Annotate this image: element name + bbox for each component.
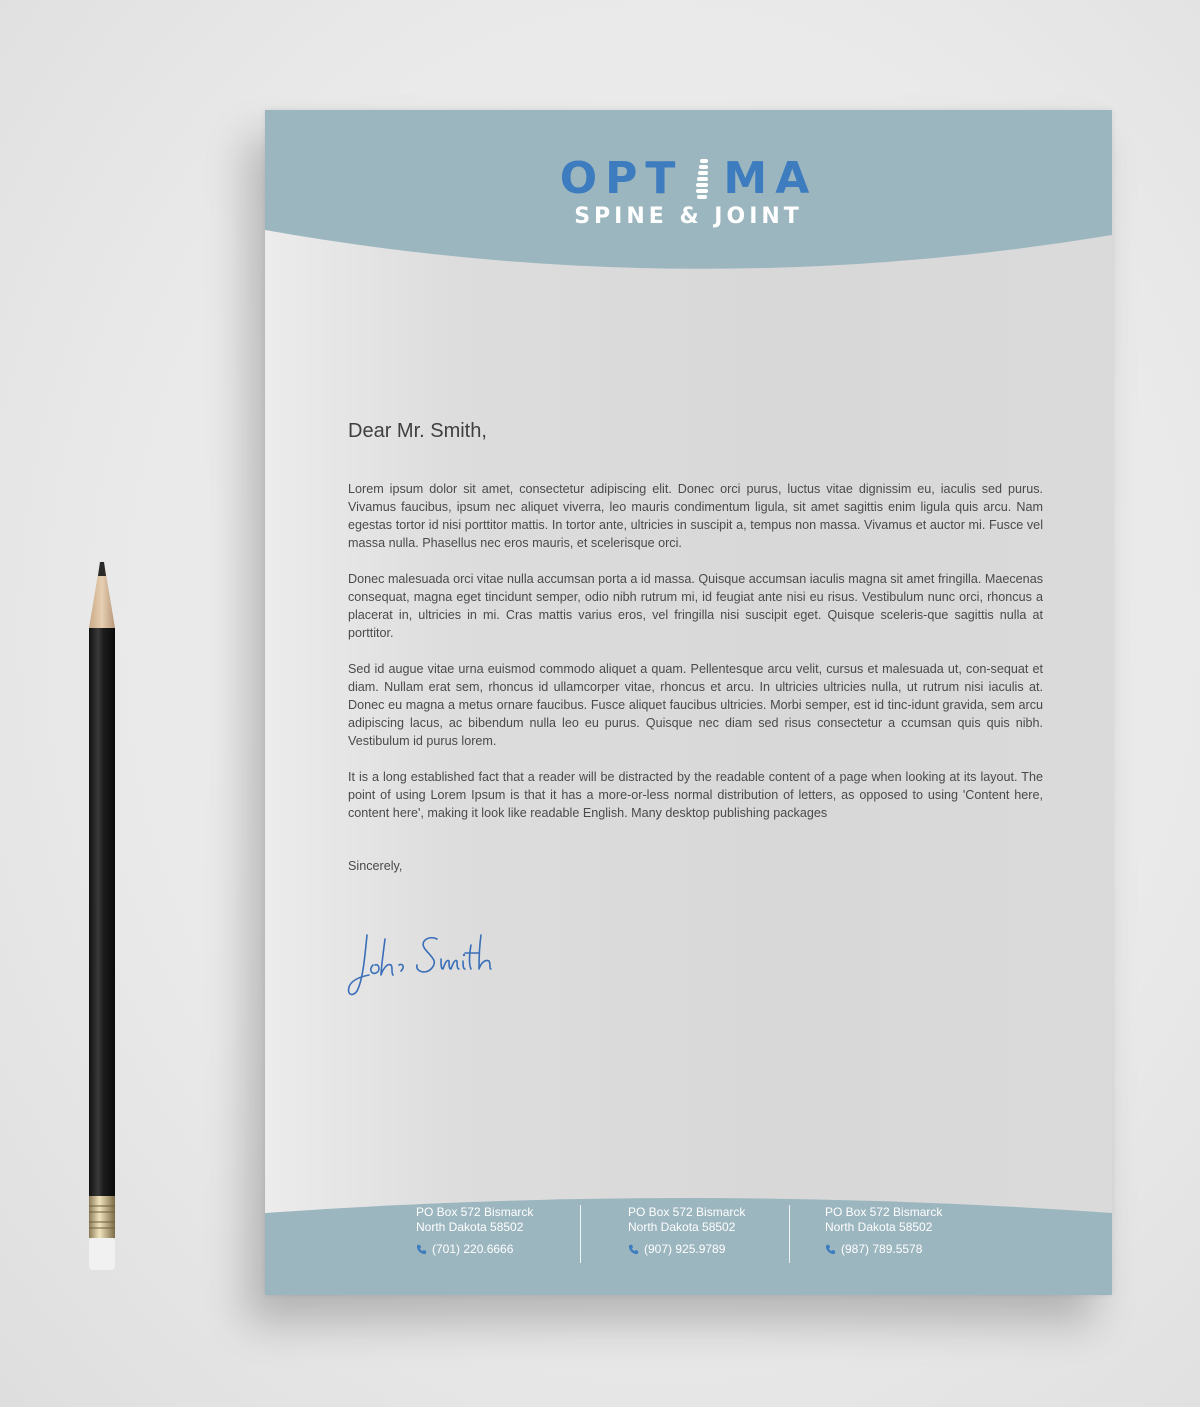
paragraph: Lorem ipsum dolor sit amet, consectetur adipiscing elit. Donec orci purus, luctus vitae dignissim eu, iaculis sed purus. Vivamus faucibus, ipsum nec aliquet viverra, leo mauris condimentum ligula, sit amet sagittis enim ligula quis arcu. Nam egestas tortor id nisi porttitor mattis. In tortor ante, ultricies in suscipit a, tempus non massa. Vivamus et auctor mi. Fusce vel massa nulla. Phasellus nec eros mauris, et scelerisque orci. — [348, 482, 1043, 550]
closing: Sincerely, — [348, 859, 403, 873]
contact-block — [628, 1205, 745, 1257]
phone-number: (701) 220.6666 — [432, 1242, 514, 1256]
address-line: PO Box 572 Bismarck — [825, 1205, 943, 1219]
contact-block — [825, 1205, 942, 1257]
contact-block — [416, 1205, 533, 1257]
phone-row — [825, 1242, 942, 1257]
logo-tagline: SPINE & JOINT — [574, 204, 803, 229]
phone-number: (987) 789.5578 — [841, 1242, 923, 1256]
footer-contacts — [265, 1195, 1112, 1295]
letter-body — [348, 480, 1043, 840]
phone-icon — [628, 1244, 639, 1255]
paragraph: Donec malesuada orci vitae nulla accumsan porta a id massa. Quisque accumsan iaculis magna sit amet fringilla. Maecenas consequat, magna eget tincidunt semper, odio nibh rutrum mi, id feugiat ante nisi eu risus. Vestibulum nunc orci, rhoncus a placerat in, ultricies in mi. Cras mattis varius eros, vel fringilla nisi suscipit eget. Quisque sceleris-que sagittis nulla at porttitor. — [348, 572, 1043, 640]
letterhead-paper — [265, 110, 1112, 1295]
phone-number: (907) 925.9789 — [644, 1242, 726, 1256]
company-logo — [265, 154, 1112, 229]
footer-divider — [580, 1205, 581, 1263]
address-line: PO Box 572 Bismarck — [628, 1205, 746, 1219]
footer-divider — [789, 1205, 790, 1263]
salutation: Dear Mr. Smith, — [348, 420, 487, 442]
address-line: North Dakota 58502 — [825, 1220, 933, 1234]
signature — [345, 925, 505, 1005]
phone-row — [628, 1242, 745, 1257]
pencil — [78, 560, 128, 1280]
phone-icon — [416, 1244, 427, 1255]
address-line: North Dakota 58502 — [628, 1220, 736, 1234]
address-line: PO Box 572 Bismarck — [416, 1205, 534, 1219]
phone-row — [416, 1242, 533, 1257]
address-line: North Dakota 58502 — [416, 1220, 524, 1234]
logo-wordmark: OPT MA — [559, 153, 818, 204]
spine-icon — [691, 157, 715, 201]
paragraph: Sed id augue vitae urna euismod commodo aliquet a quam. Pellentesque arcu velit, cursus et malesuada ut, con-sequat et diam. Nullam erat sem, rhoncus id ullamcorper vitae, rhoncus et arcu. In ultricies ultricies nulla, ut rutrum nisi iaculis at. Donec eu magna a metus ornare faucibus. Fusce aliquet faucibus ultricies. Morbi semper, est id tinc-idunt gravida, sem arcu adipiscing lacus, ac bibendum nulla leo eu purus. Quisque nec diam sed risus consectetur a ccumsan quis quis nibh. Vestibulum id purus lorem. — [348, 662, 1043, 748]
paragraph: It is a long established fact that a reader will be distracted by the readable content of a page when looking at its layout. The point of using Lorem Ipsum is that it has a more-or-less normal distribution of letters, as opposed to using 'Content here, content here', making it look like readable English. Many desktop publishing packages — [348, 770, 1043, 820]
phone-icon — [825, 1244, 836, 1255]
